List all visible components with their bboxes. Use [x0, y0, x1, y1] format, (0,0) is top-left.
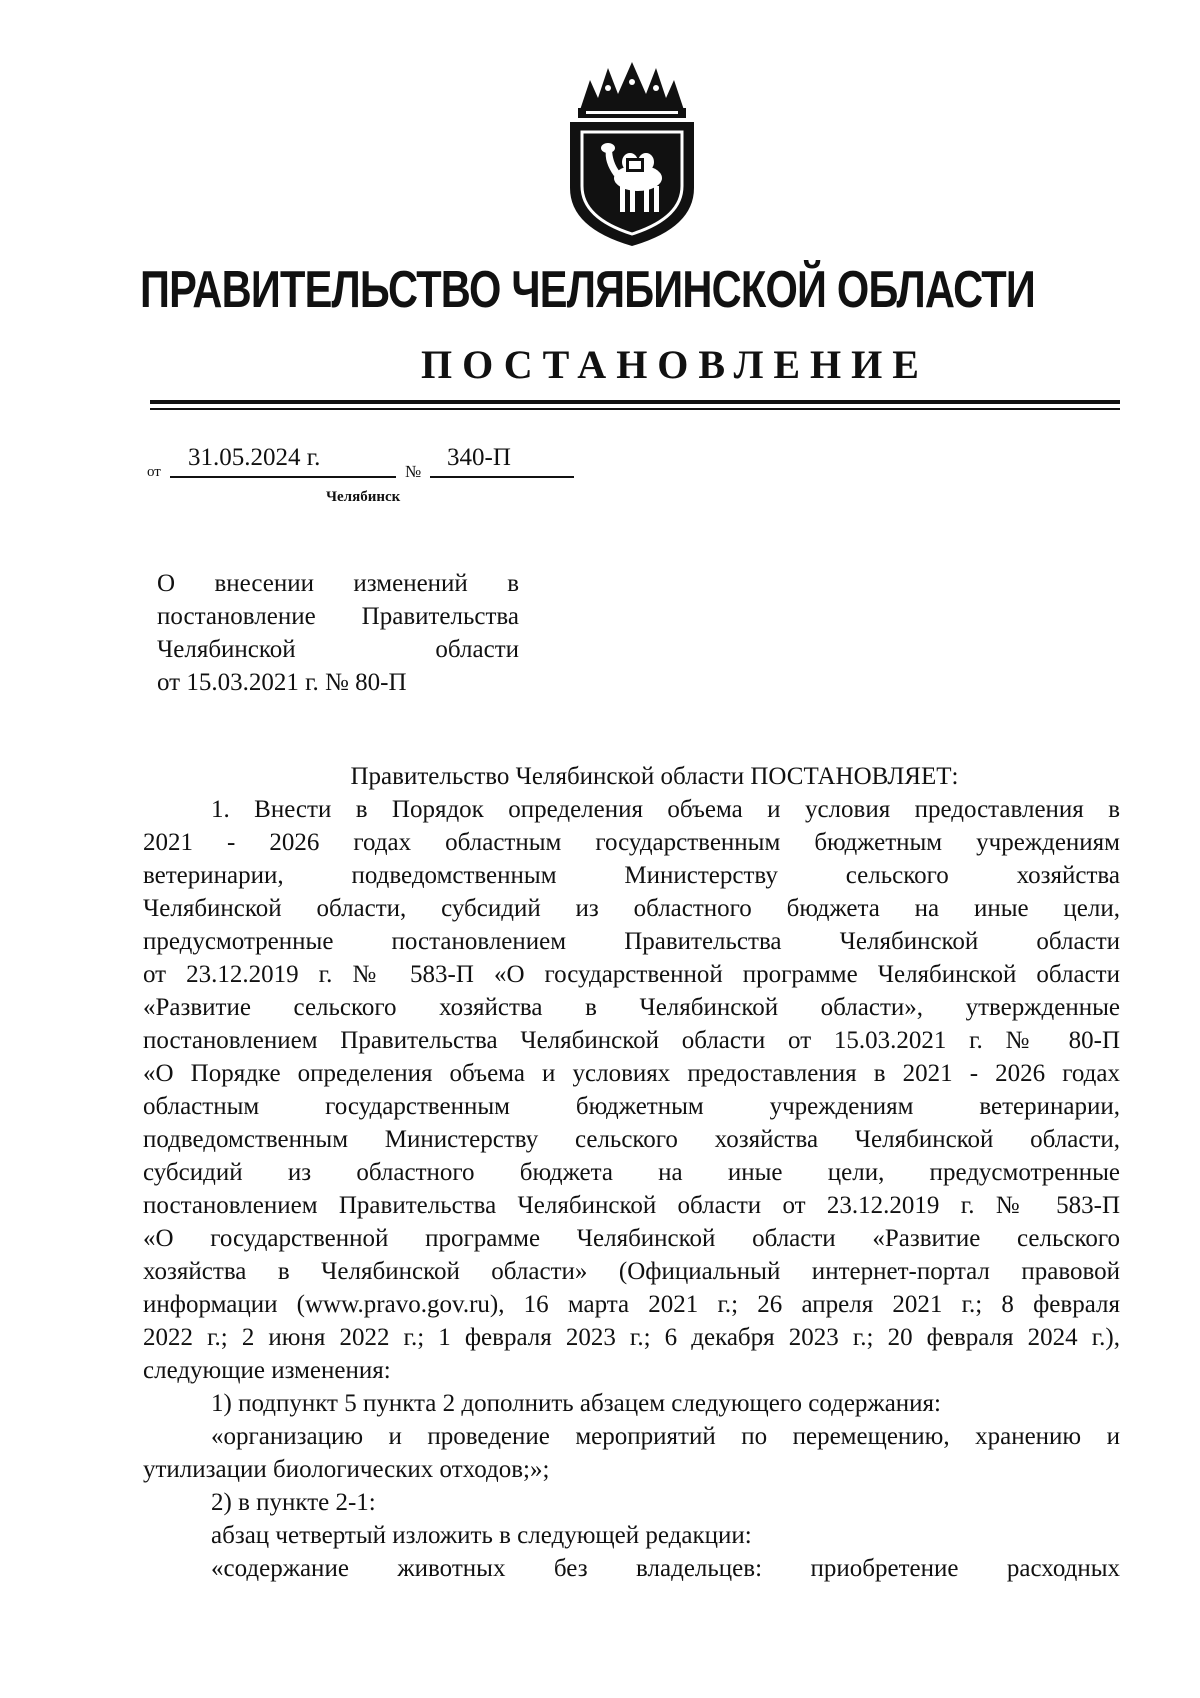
body-line: Челябинской области, субсидий из областного бюджета на иные цели,	[143, 895, 1120, 922]
amendment-item-2: 2) в пункте 2-1:	[211, 1489, 376, 1516]
document-city: Челябинск	[326, 489, 401, 505]
header-rule-thin	[150, 408, 1120, 410]
number-underline	[430, 476, 574, 478]
body-line: подведомственным Министерству сельского хозяйства Челябинской области,	[143, 1126, 1120, 1153]
body-line: «организацию и проведение мероприятий по перемещению, хранению и	[211, 1423, 1120, 1450]
date-underline	[170, 476, 396, 478]
document-type: ПОСТАНОВЛЕНИЕ	[421, 342, 929, 387]
subject-line: О внесении изменений в	[157, 570, 519, 597]
body-line: абзац четвертый изложить в следующей редакции:	[211, 1522, 752, 1549]
government-title: ПРАВИТЕЛЬСТВО ЧЕЛЯБИНСКОЙ ОБЛАСТИ	[140, 261, 1036, 319]
body-line: «О Порядке определения объема и условиях предоставления в 2021 - 2026 годах	[143, 1060, 1120, 1087]
preamble: Правительство Челябинской области ПОСТАНОВЛЯЕТ:	[350, 763, 959, 790]
header-rule-thick	[150, 400, 1120, 404]
body-line: утилизации биологических отходов;»;	[143, 1456, 550, 1483]
coat-of-arms-emblem	[560, 58, 704, 248]
document-number: 340-П	[447, 444, 511, 471]
body-line: следующие изменения:	[143, 1357, 391, 1384]
subject-line: постановление Правительства	[157, 603, 519, 630]
body-line: от 23.12.2019 г. № 583-П «О государственной программе Челябинской области	[143, 961, 1120, 988]
subject-line: Челябинской области	[157, 636, 519, 663]
body-line: 2022 г.; 2 июня 2022 г.; 1 февраля 2023 г.; 6 декабря 2023 г.; 20 февраля 2024 г.),	[143, 1324, 1120, 1351]
date-prefix: от	[147, 464, 161, 480]
body-line: постановлением Правительства Челябинской области от 15.03.2021 г. № 80-П	[143, 1027, 1120, 1054]
body-line: «содержание животных без владельцев: приобретение расходных	[211, 1555, 1120, 1582]
body-line: субсидий из областного бюджета на иные цели, предусмотренные	[143, 1159, 1120, 1186]
body-line: 2021 - 2026 годах областным государственным бюджетным учреждениям	[143, 829, 1120, 856]
body-line: хозяйства в Челябинской области» (Официальный интернет-портал правовой	[143, 1258, 1120, 1285]
document-subject	[157, 567, 519, 699]
subject-line: от 15.03.2021 г. № 80-П	[157, 669, 407, 696]
body-line: предусмотренные постановлением Правительства Челябинской области	[143, 928, 1120, 955]
body-line: «Развитие сельского хозяйства в Челябинской области», утвержденные	[143, 994, 1120, 1021]
body-line: ветеринарии, подведомственным Министерству сельского хозяйства	[143, 862, 1120, 889]
number-prefix: №	[405, 462, 422, 481]
body-line: областным государственным бюджетным учреждениям ветеринарии,	[143, 1093, 1120, 1120]
body-line: постановлением Правительства Челябинской области от 23.12.2019 г. № 583-П	[143, 1192, 1120, 1219]
body-line: «О государственной программе Челябинской области «Развитие сельского	[143, 1225, 1120, 1252]
document-date: 31.05.2024 г.	[188, 444, 321, 471]
document-body	[143, 760, 1120, 1585]
amendment-item-1: 1) подпункт 5 пункта 2 дополнить абзацем следующего содержания:	[211, 1390, 941, 1417]
body-line: информации (www.pravo.gov.ru), 16 марта 2021 г.; 26 апреля 2021 г.; 8 февраля	[143, 1291, 1120, 1318]
body-line: 1. Внести в Порядок определения объема и условия предоставления в	[211, 796, 1120, 823]
